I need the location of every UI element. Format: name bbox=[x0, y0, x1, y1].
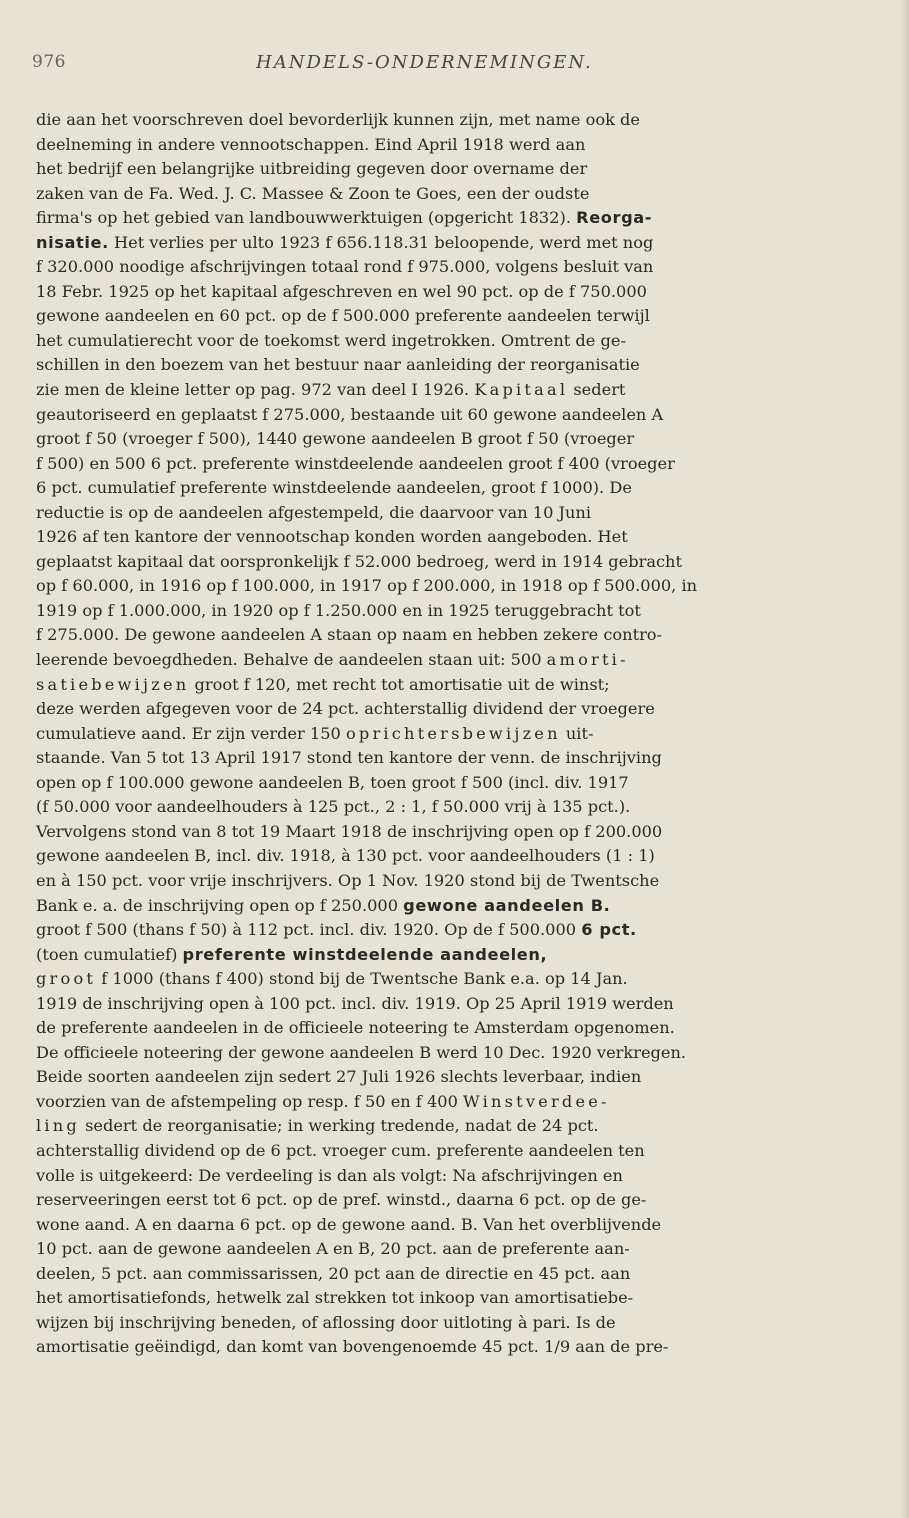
text-line bbox=[36, 574, 868, 599]
text-run: firma's op het gebied van landbouwwerktuigen (opgericht 1832). bbox=[36, 208, 577, 228]
spaced-emphasis: amorti- bbox=[546, 650, 629, 670]
text-run: wone aand. A en daarna 6 pct. op de gewone aand. B. Van het overblijvende bbox=[36, 1214, 662, 1234]
text-line bbox=[36, 476, 868, 501]
spaced-emphasis: satiebewijzen bbox=[36, 674, 190, 694]
text-run: 1919 de inschrijving open à 100 pct. incl. div. 1919. Op 25 April 1919 werden bbox=[36, 993, 674, 1013]
text-run: deelen, 5 pct. aan commissarissen, 20 pct aan de directie en 45 pct. aan bbox=[36, 1263, 631, 1283]
page-edge bbox=[901, 0, 909, 1518]
text-line bbox=[36, 427, 868, 452]
text-line bbox=[36, 403, 868, 428]
text-run: amortisatie geëindigd, dan komt van bovengenoemde 45 pct. 1/9 aan de pre- bbox=[36, 1337, 669, 1357]
spaced-emphasis: oprichtersbewijzen bbox=[345, 723, 561, 743]
text-run: f 275.000. De gewone aandeelen A staan op naam en hebben zekere contro- bbox=[36, 625, 663, 645]
text-line bbox=[36, 1311, 868, 1336]
text-line bbox=[36, 1090, 868, 1115]
run-in-heading: gewone aandeelen B. bbox=[403, 895, 611, 915]
text-line bbox=[36, 525, 868, 550]
text-run: voorzien van de afstempeling op resp. f 50 en f 400 bbox=[36, 1091, 464, 1111]
text-run: achterstallig dividend op de 6 pct. vroeger cum. preferente aandeelen ten bbox=[36, 1140, 645, 1160]
text-line bbox=[36, 1262, 868, 1287]
text-run: f 1000 (thans f 400) stond bij de Twentsche Bank e.a. op 14 Jan. bbox=[96, 969, 628, 989]
text-line bbox=[36, 280, 868, 305]
text-run: deze werden afgegeven voor de 24 pct. achterstallig dividend der vroegere bbox=[36, 699, 655, 719]
text-run: het amortisatiefonds, hetwelk zal strekken tot inkoop van amortisatiebe- bbox=[36, 1288, 634, 1308]
text-run: reserveeringen eerst tot 6 pct. op de pref. winstd., daarna 6 pct. op de ge- bbox=[36, 1190, 647, 1210]
text-line bbox=[36, 1213, 868, 1238]
run-in-heading: nisatie. bbox=[36, 232, 109, 252]
text-line bbox=[36, 501, 868, 526]
text-run: leerende bevoegdheden. Behalve de aandeelen staan uit: 500 bbox=[36, 650, 547, 670]
text-run: De officieele noteering der gewone aandeelen B werd 10 Dec. 1920 verkregen. bbox=[36, 1042, 687, 1062]
text-line bbox=[36, 1164, 868, 1189]
text-run: Bank e. a. de inschrijving open op f 250.000 bbox=[36, 895, 404, 915]
text-run: groot f 120, met recht tot amortisatie uit de winst; bbox=[189, 674, 610, 694]
text-run: die aan het voorschreven doel bevorderlijk kunnen zijn, met name ook de bbox=[36, 110, 640, 129]
text-line bbox=[36, 108, 868, 133]
text-run: groot f 50 (vroeger f 500), 1440 gewone aandeelen B groot f 50 (vroeger bbox=[36, 429, 635, 449]
text-run: Het verlies per ulto 1923 f 656.118.31 beloopende, werd met nog bbox=[108, 232, 654, 252]
text-line bbox=[36, 1139, 868, 1164]
text-run: uit- bbox=[560, 723, 594, 743]
text-line bbox=[36, 844, 868, 869]
text-line bbox=[36, 943, 868, 968]
text-line bbox=[36, 1188, 868, 1213]
text-line bbox=[36, 623, 868, 648]
text-run: f 320.000 noodige afschrijvingen totaal rond f 975.000, volgens besluit van bbox=[36, 257, 654, 277]
text-run: het cumulatierecht voor de toekomst werd ingetrokken. Omtrent de ge- bbox=[36, 330, 626, 350]
spaced-emphasis: ling bbox=[36, 1116, 80, 1136]
text-run: volle is uitgekeerd: De verdeeling is dan als volgt: Na afschrijvingen en bbox=[36, 1165, 623, 1185]
page-number: 976 bbox=[32, 52, 66, 72]
running-title: HANDELS-ONDERNEMINGEN. bbox=[256, 52, 593, 73]
text-run: 1919 op f 1.000.000, in 1920 op f 1.250.000 en in 1925 teruggebracht tot bbox=[36, 600, 641, 620]
text-run: (f 50.000 voor aandeelhouders à 125 pct., 2 : 1, f 50.000 vrij à 135 pct.). bbox=[36, 797, 631, 817]
text-run: en à 150 pct. voor vrije inschrijvers. Op 1 Nov. 1920 stond bij de Twentsche bbox=[36, 870, 660, 890]
text-line bbox=[36, 992, 868, 1017]
text-line bbox=[36, 869, 868, 894]
text-line bbox=[36, 255, 868, 280]
text-run: het bedrijf een belangrijke uitbreiding gegeven door overname der bbox=[36, 159, 588, 179]
run-in-heading: preferente winstdeelende aandeelen, bbox=[182, 944, 548, 964]
text-run: op f 60.000, in 1916 op f 100.000, in 1917 op f 200.000, in 1918 op f 500.000, in bbox=[36, 576, 698, 596]
run-in-heading: 6 pct. bbox=[581, 920, 637, 940]
text-line bbox=[36, 182, 868, 207]
text-line bbox=[36, 452, 868, 477]
text-line bbox=[36, 304, 868, 329]
text-run: 1926 af ten kantore der vennootschap konden worden aangeboden. Het bbox=[36, 527, 628, 547]
text-run: gewone aandeelen en 60 pct. op de f 500.000 preferente aandeelen terwijl bbox=[36, 306, 650, 326]
text-line bbox=[36, 133, 868, 158]
text-run: f 500) en 500 6 pct. preferente winstdeelende aandeelen groot f 400 (vroeger bbox=[36, 453, 675, 473]
spaced-emphasis: Winstverdee- bbox=[463, 1091, 610, 1111]
text-line bbox=[36, 746, 868, 771]
text-line bbox=[36, 1041, 868, 1066]
text-run: sedert de reorganisatie; in werking tredende, nadat de 24 pct. bbox=[79, 1116, 599, 1136]
text-line bbox=[36, 206, 868, 231]
text-line bbox=[36, 648, 868, 673]
text-run: 18 Febr. 1925 op het kapitaal afgeschreven en wel 90 pct. op de f 750.000 bbox=[36, 281, 647, 301]
text-run: deelneming in andere vennootschappen. Eind April 1918 werd aan bbox=[36, 134, 586, 154]
text-run: zie men de kleine letter op pag. 972 van deel I 1926. bbox=[36, 380, 475, 400]
text-run: zaken van de Fa. Wed. J. C. Massee & Zoon te Goes, een der oudste bbox=[36, 183, 590, 203]
text-run: Beide soorten aandeelen zijn sedert 27 Juli 1926 slechts leverbaar, indien bbox=[36, 1067, 642, 1087]
text-line bbox=[36, 231, 868, 256]
text-run: reductie is op de aandeelen afgestempeld, die daarvoor van 10 Juni bbox=[36, 502, 592, 522]
text-line bbox=[36, 1335, 868, 1360]
text-run: geautoriseerd en geplaatst f 275.000, bestaande uit 60 gewone aandeelen A bbox=[36, 404, 664, 424]
text-run: staande. Van 5 tot 13 April 1917 stond ten kantore der venn. de inschrijving bbox=[36, 748, 662, 768]
text-line bbox=[36, 771, 868, 796]
body-text bbox=[36, 108, 868, 1360]
text-line bbox=[36, 550, 868, 575]
text-run: wijzen bij inschrijving beneden, of aflossing door uitloting à pari. Is de bbox=[36, 1312, 616, 1332]
text-line bbox=[36, 157, 868, 182]
text-run: (toen cumulatief) bbox=[36, 944, 183, 964]
text-run: Vervolgens stond van 8 tot 19 Maart 1918 de inschrijving open op f 200.000 bbox=[36, 821, 663, 841]
text-run: open op f 100.000 gewone aandeelen B, toen groot f 500 (incl. div. 1917 bbox=[36, 772, 629, 792]
text-line bbox=[36, 378, 868, 403]
text-run: gewone aandeelen B, incl. div. 1918, à 130 pct. voor aandeelhouders (1 : 1) bbox=[36, 846, 655, 866]
text-run: geplaatst kapitaal dat oorspronkelijk f 52.000 bedroeg, werd in 1914 gebracht bbox=[36, 551, 682, 571]
text-run: 10 pct. aan de gewone aandeelen A en B, 20 pct. aan de preferente aan- bbox=[36, 1239, 630, 1259]
text-line bbox=[36, 820, 868, 845]
spaced-emphasis: groot bbox=[36, 969, 97, 989]
text-line bbox=[36, 329, 868, 354]
text-line bbox=[36, 697, 868, 722]
run-in-heading: Reorga- bbox=[576, 208, 653, 228]
text-line bbox=[36, 599, 868, 624]
text-line bbox=[36, 967, 868, 992]
text-run: 6 pct. cumulatief preferente winstdeelende aandeelen, groot f 1000). De bbox=[36, 478, 632, 498]
text-line bbox=[36, 918, 868, 943]
text-run: cumulatieve aand. Er zijn verder 150 bbox=[36, 723, 346, 743]
text-run: schillen in den boezem van het bestuur naar aanleiding der reorganisatie bbox=[36, 355, 640, 375]
spaced-emphasis: Kapitaal bbox=[474, 380, 569, 400]
text-line bbox=[36, 1114, 868, 1139]
text-run: sedert bbox=[568, 380, 626, 400]
text-line bbox=[36, 894, 868, 919]
text-line bbox=[36, 1286, 868, 1311]
text-line bbox=[36, 353, 868, 378]
text-run: de preferente aandeelen in de officieele noteering te Amsterdam opgenomen. bbox=[36, 1018, 675, 1038]
text-line bbox=[36, 722, 868, 747]
text-line bbox=[36, 795, 868, 820]
text-line bbox=[36, 1065, 868, 1090]
text-run: groot f 500 (thans f 50) à 112 pct. incl. div. 1920. Op de f 500.000 bbox=[36, 920, 582, 940]
page-header bbox=[32, 52, 869, 82]
text-line bbox=[36, 1016, 868, 1041]
text-line bbox=[36, 673, 868, 698]
text-line bbox=[36, 1237, 868, 1262]
